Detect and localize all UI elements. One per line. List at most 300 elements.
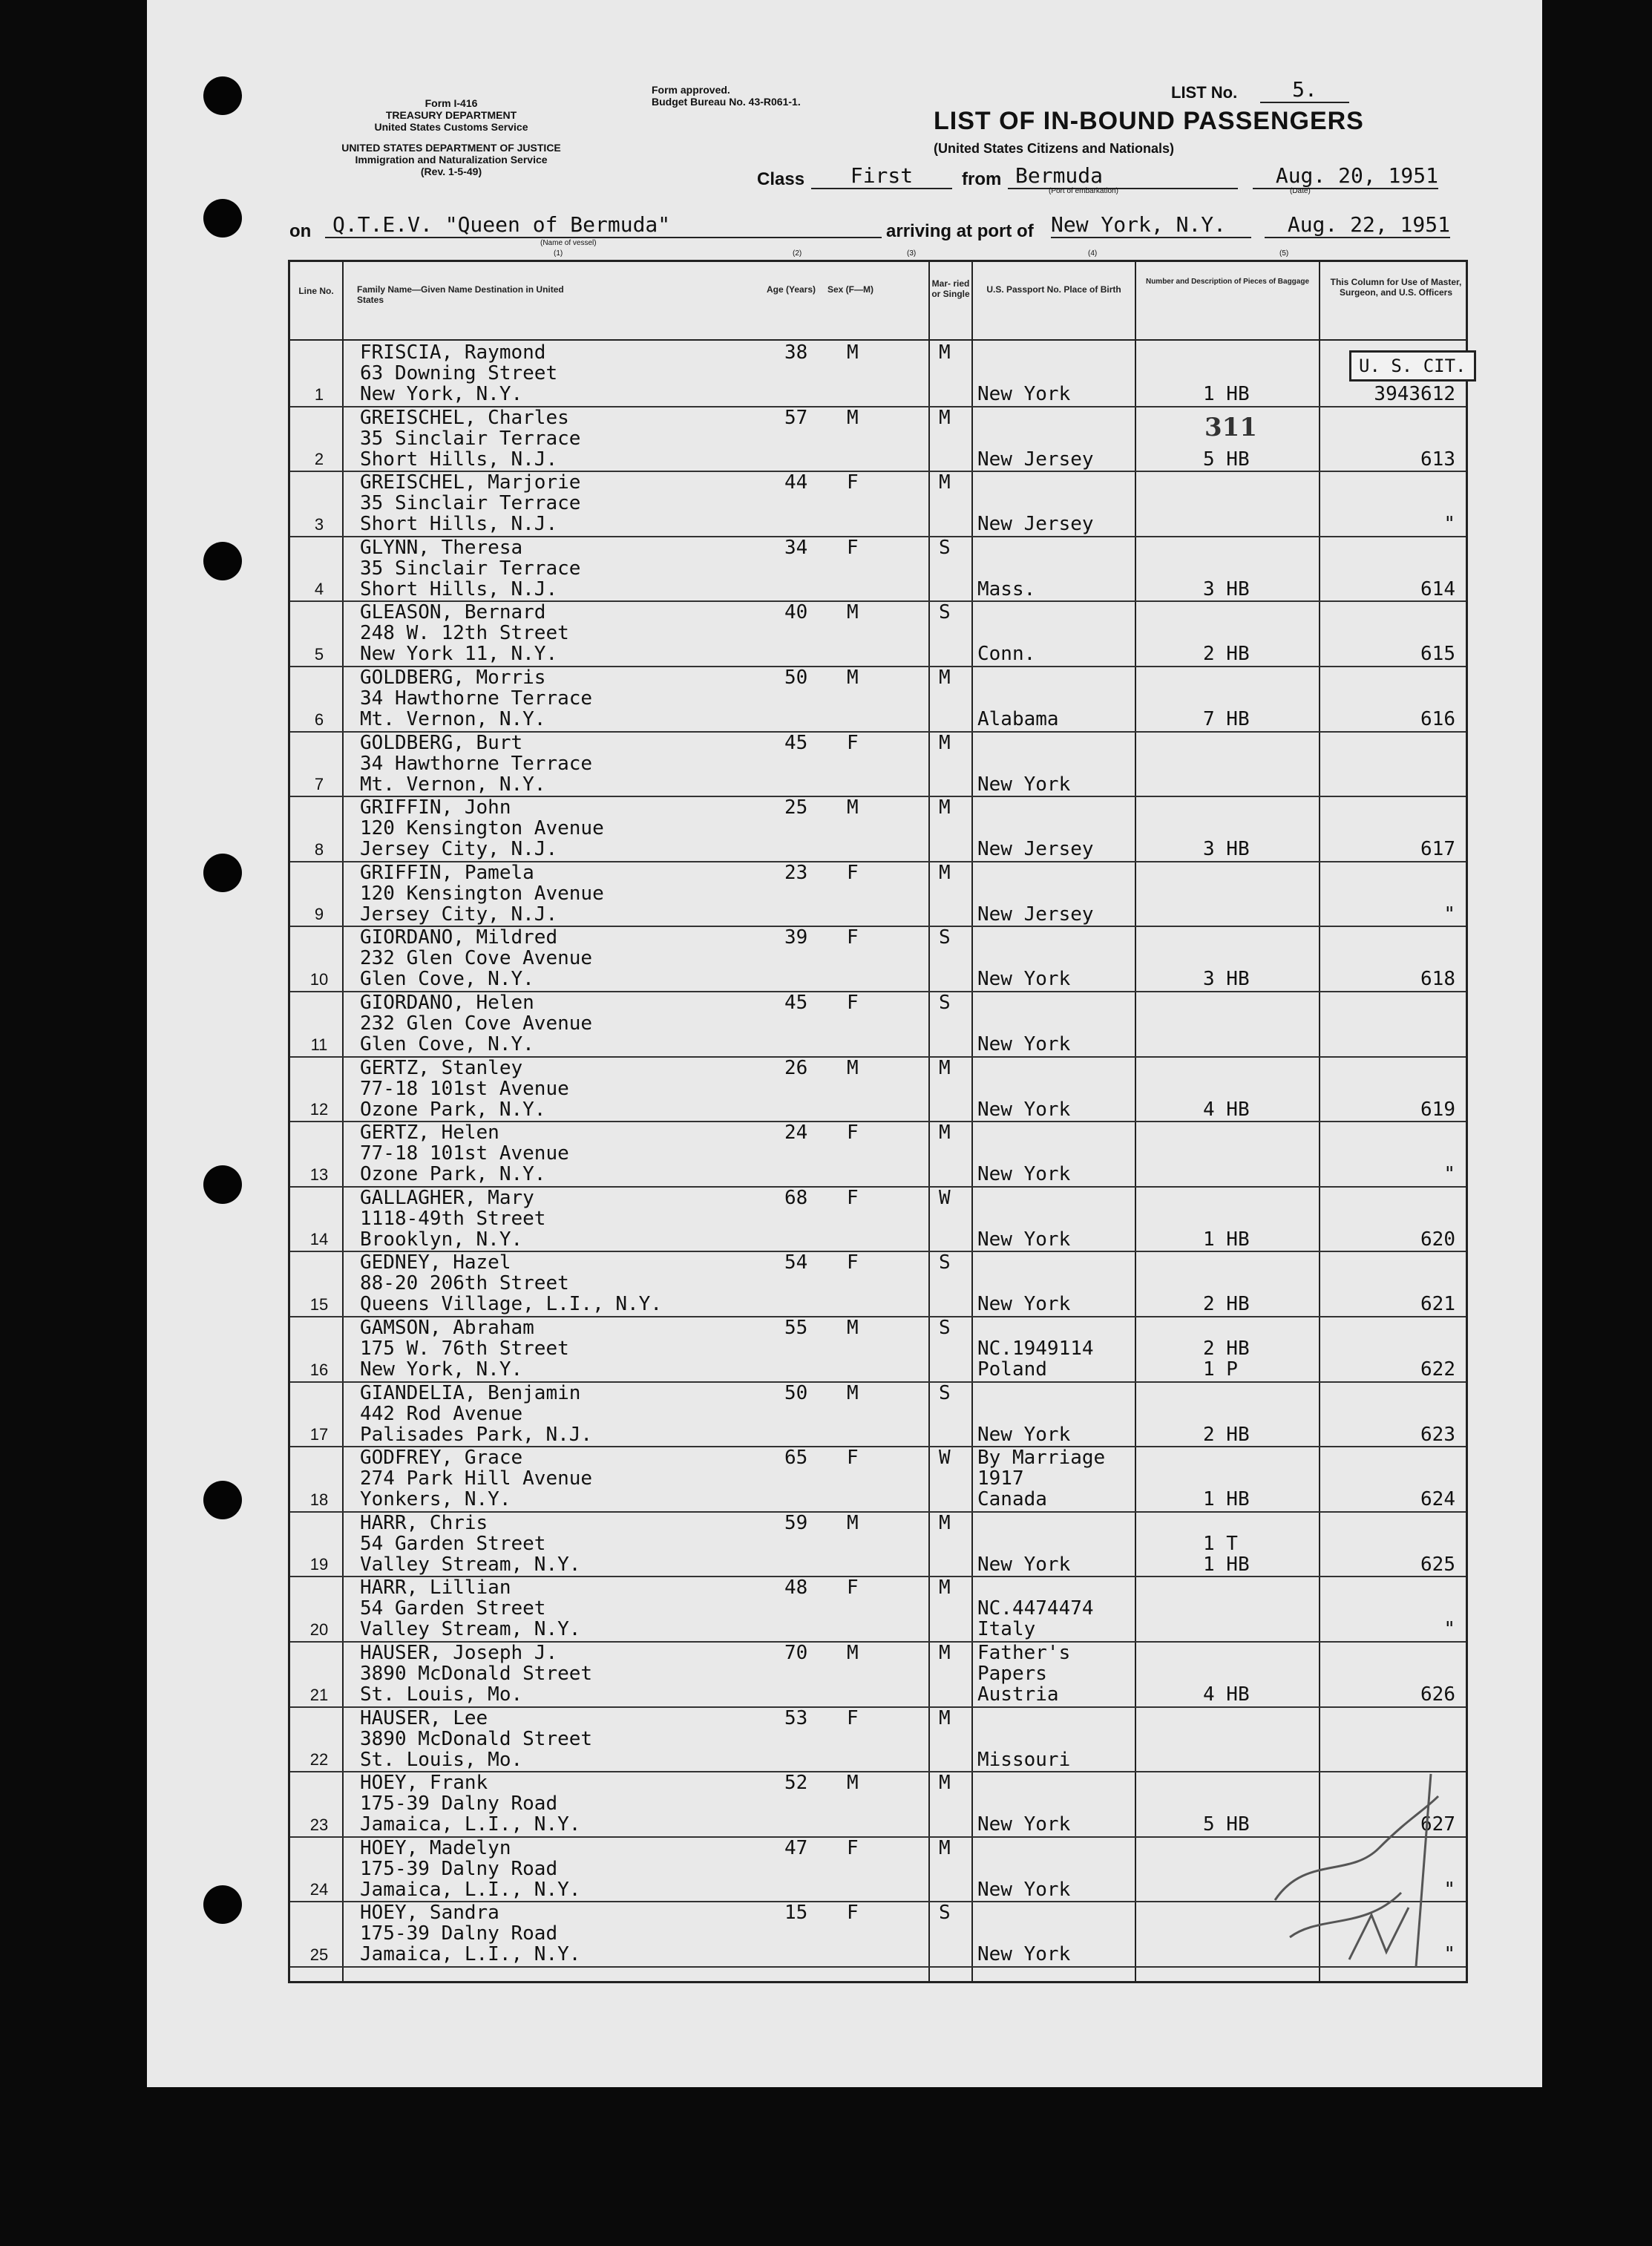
col-3-caption: (3) — [907, 249, 917, 258]
marital-status: M — [939, 796, 951, 819]
line-number: 18 — [309, 1490, 329, 1509]
table-row — [290, 341, 1466, 407]
officer-note: 613 — [1420, 448, 1455, 471]
birth-place: Italy — [977, 1618, 1036, 1641]
line-number: 2 — [314, 450, 324, 469]
birth-place: New York — [977, 1098, 1071, 1121]
marital-status: M — [939, 1056, 951, 1079]
address-street: 3890 McDonald Street — [360, 1663, 593, 1685]
officer-note: 615 — [1420, 643, 1455, 666]
age: 40 — [784, 601, 808, 624]
birth-line-1: Father's — [977, 1642, 1071, 1664]
baggage: 2 HB — [1203, 643, 1250, 666]
line-number: 14 — [309, 1230, 329, 1249]
marital-status: S — [939, 926, 951, 949]
passenger-name: GIORDANO, Mildred — [360, 926, 558, 949]
customs-service: United States Customs Service — [374, 121, 528, 133]
table-row — [290, 666, 1466, 733]
birth-line-2: NC.4474474 — [977, 1597, 1094, 1620]
passenger-name: HOEY, Madelyn — [360, 1836, 511, 1859]
manifest-page — [147, 0, 1542, 2087]
page-subtitle: (United States Citizens and Nationals) — [934, 141, 1175, 156]
sex: M — [847, 1772, 859, 1795]
birth-place: New Jersey — [977, 448, 1094, 471]
sex: M — [847, 1511, 859, 1534]
baggage: 3 HB — [1203, 838, 1250, 861]
age: 52 — [784, 1772, 808, 1795]
address-street: 232 Glen Cove Avenue — [360, 947, 593, 970]
birth-place: New York — [977, 1553, 1071, 1576]
address-city: New York 11, N.Y. — [360, 643, 558, 666]
marital-status: S — [939, 1381, 951, 1404]
sex: F — [847, 1577, 859, 1600]
header-line-no: Line No. — [298, 286, 334, 296]
officer-note: 621 — [1420, 1293, 1455, 1316]
marital-status: S — [939, 1251, 951, 1274]
address-street: 175-39 Dalny Road — [360, 1857, 558, 1880]
line-number: 8 — [314, 839, 324, 859]
address-street: 34 Hawthorne Terrace — [360, 752, 593, 775]
table-row — [290, 1706, 1466, 1773]
birth-line-1: By Marriage — [977, 1447, 1106, 1470]
class-label: Class — [757, 169, 805, 189]
birth-place: New York — [977, 1293, 1071, 1316]
baggage: 1 HB — [1203, 1553, 1250, 1576]
line-number: 1 — [314, 384, 324, 404]
address-city: Glen Cove, N.Y. — [360, 1033, 534, 1055]
table-row — [290, 1121, 1466, 1188]
marital-status: M — [939, 1772, 951, 1795]
age: 57 — [784, 406, 808, 429]
line-number: 17 — [309, 1425, 329, 1444]
address-city: Short Hills, N.J. — [360, 513, 558, 536]
address-street: 175 W. 76th Street — [360, 1338, 569, 1360]
passenger-name: GRIFFIN, John — [360, 796, 511, 819]
punch-hole — [203, 199, 242, 238]
baggage-line-1: 1 T — [1203, 1532, 1238, 1555]
budget-bureau: Budget Bureau No. 43-R061-1. — [652, 96, 801, 108]
header-sex: Sex (F—M) — [827, 284, 873, 295]
birth-place: New York — [977, 773, 1071, 796]
sex: F — [847, 1706, 859, 1729]
address-street: 232 Glen Cove Avenue — [360, 1012, 593, 1035]
arrival-port: New York, N.Y. — [1051, 212, 1251, 238]
line-number: 3 — [314, 514, 324, 534]
officer-note: 614 — [1420, 577, 1455, 600]
list-no-value: 5. — [1260, 77, 1349, 103]
passenger-name: GLEASON, Bernard — [360, 601, 546, 624]
sex: F — [847, 861, 859, 884]
table-row — [290, 731, 1466, 798]
line-number: 24 — [309, 1880, 329, 1899]
baggage: 3 HB — [1203, 577, 1250, 600]
address-city: Jamaica, L.I., N.Y. — [360, 1878, 581, 1901]
ins-service: Immigration and Naturalization Service — [355, 154, 548, 166]
officer-note: 616 — [1420, 708, 1455, 730]
passenger-name: HARR, Chris — [360, 1511, 488, 1534]
passenger-name: FRISCIA, Raymond — [360, 341, 546, 364]
passenger-name: HAUSER, Lee — [360, 1706, 488, 1729]
embarkation-port: Bermuda — [1008, 163, 1238, 189]
officer-note: " — [1443, 1878, 1455, 1901]
age: 53 — [784, 1706, 808, 1729]
birth-place: Conn. — [977, 643, 1036, 666]
line-number: 15 — [309, 1294, 329, 1314]
address-city: Jersey City, N.J. — [360, 903, 558, 926]
table-row — [290, 1251, 1466, 1317]
punch-hole — [203, 542, 242, 580]
address-city: New York, N.Y. — [360, 383, 523, 405]
passenger-table — [288, 260, 1468, 1983]
age: 24 — [784, 1122, 808, 1145]
line-number: 13 — [309, 1165, 329, 1184]
passenger-name: GRIFFIN, Pamela — [360, 861, 534, 884]
line-number: 7 — [314, 775, 324, 794]
birth-place: Poland — [977, 1358, 1047, 1381]
passenger-name: GOLDBERG, Burt — [360, 731, 523, 754]
birth-line-2: Papers — [977, 1663, 1047, 1685]
passenger-name: GIANDELIA, Benjamin — [360, 1381, 581, 1404]
table-row — [290, 1446, 1466, 1513]
address-city: St. Louis, Mo. — [360, 1683, 523, 1706]
officer-note: 626 — [1420, 1683, 1455, 1706]
address-city: Yonkers, N.Y. — [360, 1488, 511, 1511]
line-number: 4 — [314, 580, 324, 599]
baggage: 1 HB — [1203, 1488, 1250, 1511]
officer-note: 3943612 — [1374, 383, 1455, 405]
line-number: 6 — [314, 710, 324, 729]
officer-note: 619 — [1420, 1098, 1455, 1121]
sex: M — [847, 667, 859, 689]
address-street: 35 Sinclair Terrace — [360, 492, 581, 515]
age: 55 — [784, 1317, 808, 1339]
sex: M — [847, 341, 859, 364]
address-city: Valley Stream, N.Y. — [360, 1553, 581, 1576]
age: 47 — [784, 1836, 808, 1859]
age: 65 — [784, 1447, 808, 1470]
marital-status: S — [939, 536, 951, 559]
age: 23 — [784, 861, 808, 884]
age: 54 — [784, 1251, 808, 1274]
age: 44 — [784, 471, 808, 494]
age: 70 — [784, 1642, 808, 1664]
col-1-caption: (1) — [554, 249, 563, 258]
birth-place: Missouri — [977, 1748, 1071, 1771]
baggage: 3 HB — [1203, 968, 1250, 991]
birth-place: Alabama — [977, 708, 1059, 730]
age: 48 — [784, 1577, 808, 1600]
arriving-label: arriving at port of — [886, 221, 1034, 241]
birth-place: New York — [977, 1228, 1071, 1251]
header-passport: U.S. Passport No. Place of Birth — [986, 284, 1121, 295]
marital-status: S — [939, 1317, 951, 1339]
sex: M — [847, 601, 859, 624]
table-row — [290, 536, 1466, 603]
officer-note: " — [1443, 1943, 1455, 1966]
officer-note: " — [1443, 903, 1455, 926]
address-street: 3890 McDonald Street — [360, 1727, 593, 1750]
baggage: 5 HB — [1203, 1813, 1250, 1836]
passenger-name: HAUSER, Joseph J. — [360, 1642, 558, 1664]
header-name: Family Name—Given Name Destination in United States — [357, 284, 564, 305]
address-city: New York, N.Y. — [360, 1358, 523, 1381]
sex: F — [847, 536, 859, 559]
address-street: 77-18 101st Avenue — [360, 1077, 569, 1100]
from-label: from — [962, 169, 1002, 189]
table-row — [290, 796, 1466, 862]
age: 39 — [784, 926, 808, 949]
table-row — [290, 1511, 1466, 1578]
baggage: 4 HB — [1203, 1098, 1250, 1121]
age: 26 — [784, 1056, 808, 1079]
line-number: 10 — [309, 969, 329, 989]
age: 25 — [784, 796, 808, 819]
baggage: 2 HB — [1203, 1423, 1250, 1446]
punch-hole — [203, 1165, 242, 1204]
birth-place: New York — [977, 383, 1071, 405]
birth-place: New York — [977, 1423, 1071, 1446]
on-label: on — [289, 221, 312, 241]
marital-status: S — [939, 992, 951, 1014]
passenger-name: GOLDBERG, Morris — [360, 667, 546, 689]
treasury-dept: TREASURY DEPARTMENT — [385, 109, 517, 121]
passenger-name: GAMSON, Abraham — [360, 1317, 534, 1339]
embarkation-caption: (Port of embarkation) — [1049, 187, 1118, 195]
officer-note: " — [1443, 513, 1455, 536]
justice-dept: UNITED STATES DEPARTMENT OF JUSTICE — [341, 142, 561, 154]
line-number: 5 — [314, 644, 324, 664]
list-no-label: LIST No. — [1171, 83, 1238, 102]
address-street: 175-39 Dalny Road — [360, 1922, 558, 1945]
us-citizen-stamp: U. S. CIT. — [1349, 350, 1476, 382]
marital-status: M — [939, 1706, 951, 1729]
birth-place: New Jersey — [977, 903, 1094, 926]
address-city: St. Louis, Mo. — [360, 1748, 523, 1771]
address-city: Jamaica, L.I., N.Y. — [360, 1943, 581, 1966]
age: 45 — [784, 731, 808, 754]
col-5-caption: (5) — [1279, 249, 1289, 258]
departure-date: Aug. 20, 1951 — [1253, 163, 1438, 189]
sex: M — [847, 406, 859, 429]
age: 59 — [784, 1511, 808, 1534]
address-city: Ozone Park, N.Y. — [360, 1098, 546, 1121]
address-street: 1118-49th Street — [360, 1207, 546, 1230]
passenger-name: HOEY, Sandra — [360, 1902, 499, 1925]
address-city: Brooklyn, N.Y. — [360, 1228, 523, 1251]
birth-place: New York — [977, 968, 1071, 991]
arrival-date: Aug. 22, 1951 — [1265, 212, 1450, 238]
officer-note: " — [1443, 1163, 1455, 1186]
line-number: 22 — [309, 1750, 329, 1769]
age: 50 — [784, 1381, 808, 1404]
sex: F — [847, 1122, 859, 1145]
marital-status: M — [939, 341, 951, 364]
address-city: Short Hills, N.J. — [360, 577, 558, 600]
stamp-311: 311 — [1204, 413, 1257, 442]
officer-note: 620 — [1420, 1228, 1455, 1251]
address-city: Palisades Park, N.J. — [360, 1423, 593, 1446]
address-street: 274 Park Hill Avenue — [360, 1467, 593, 1490]
punch-hole — [203, 76, 242, 115]
age: 68 — [784, 1186, 808, 1209]
passenger-name: GALLAGHER, Mary — [360, 1186, 534, 1209]
form-revision: (Rev. 1-5-49) — [420, 166, 482, 177]
line-number: 12 — [309, 1100, 329, 1119]
line-number: 19 — [309, 1555, 329, 1574]
header-married: Mar- ried or Single — [931, 278, 970, 299]
birth-place: New York — [977, 1878, 1071, 1901]
officer-note: 623 — [1420, 1423, 1455, 1446]
table-row — [290, 861, 1466, 928]
birth-line-2: NC.1949114 — [977, 1338, 1094, 1360]
sex: F — [847, 1251, 859, 1274]
punch-hole — [203, 1481, 242, 1519]
address-city: Jersey City, N.J. — [360, 838, 558, 861]
passenger-name: GREISCHEL, Marjorie — [360, 471, 581, 494]
line-number: 16 — [309, 1360, 329, 1379]
table-row — [290, 1056, 1466, 1123]
table-row — [290, 1316, 1466, 1383]
table-row — [290, 926, 1466, 992]
address-street: 175-39 Dalny Road — [360, 1792, 558, 1816]
table-row — [290, 471, 1466, 537]
baggage: 1 HB — [1203, 1228, 1250, 1251]
age: 45 — [784, 992, 808, 1014]
table-row — [290, 991, 1466, 1058]
punch-hole — [203, 854, 242, 892]
address-street: 54 Garden Street — [360, 1532, 546, 1555]
birth-place: New York — [977, 1163, 1071, 1186]
marital-status: M — [939, 861, 951, 884]
passenger-name: GIORDANO, Helen — [360, 992, 534, 1014]
marital-status: M — [939, 667, 951, 689]
officer-note: 622 — [1420, 1358, 1455, 1381]
table-row — [290, 1576, 1466, 1643]
form-approved: Form approved. — [652, 84, 730, 96]
officer-note: 618 — [1420, 968, 1455, 991]
sex: F — [847, 731, 859, 754]
passenger-name: GERTZ, Helen — [360, 1122, 499, 1145]
address-street: 442 Rod Avenue — [360, 1402, 523, 1425]
header-age: Age (Years) — [766, 284, 816, 295]
age: 50 — [784, 667, 808, 689]
sex: F — [847, 1836, 859, 1859]
address-street: 120 Kensington Avenue — [360, 882, 604, 905]
address-city: Mt. Vernon, N.Y. — [360, 708, 546, 730]
table-row — [290, 600, 1466, 667]
vessel-caption: (Name of vessel) — [540, 239, 597, 247]
punch-hole — [203, 1885, 242, 1924]
line-number: 23 — [309, 1815, 329, 1834]
baggage: 2 HB — [1203, 1293, 1250, 1316]
marital-status: M — [939, 1577, 951, 1600]
line-number: 11 — [310, 1035, 328, 1054]
address-street: 77-18 101st Avenue — [360, 1142, 569, 1165]
marital-status: M — [939, 1122, 951, 1145]
sex: F — [847, 471, 859, 494]
header-baggage: Number and Description of Pieces of Baggage — [1145, 278, 1310, 286]
address-city: Ozone Park, N.Y. — [360, 1163, 546, 1186]
table-row — [290, 1186, 1466, 1253]
sex: F — [847, 992, 859, 1014]
sex: F — [847, 1186, 859, 1209]
address-city: Mt. Vernon, N.Y. — [360, 773, 546, 796]
baggage: 1 P — [1203, 1358, 1238, 1381]
line-number: 25 — [309, 1945, 329, 1964]
marital-status: M — [939, 731, 951, 754]
officer-note: 625 — [1420, 1553, 1455, 1576]
sex: F — [847, 1902, 859, 1925]
marital-status: M — [939, 1511, 951, 1534]
sex: M — [847, 796, 859, 819]
baggage: 4 HB — [1203, 1683, 1250, 1706]
age: 15 — [784, 1902, 808, 1925]
passenger-name: GREISCHEL, Charles — [360, 406, 569, 429]
date-caption: (Date) — [1290, 187, 1311, 195]
inspector-signature — [1260, 1767, 1453, 1974]
address-city: Glen Cove, N.Y. — [360, 968, 534, 991]
address-street: 35 Sinclair Terrace — [360, 427, 581, 450]
birth-line-2: 1917 — [977, 1467, 1024, 1490]
birth-place: Canada — [977, 1488, 1047, 1511]
passenger-name: GEDNEY, Hazel — [360, 1251, 511, 1274]
baggage-line-1: 2 HB — [1203, 1338, 1250, 1360]
marital-status: M — [939, 1836, 951, 1859]
address-city: Jamaica, L.I., N.Y. — [360, 1813, 581, 1836]
officer-note: " — [1443, 1618, 1455, 1641]
line-number: 9 — [314, 905, 324, 924]
table-row — [290, 406, 1466, 473]
table-row — [290, 1381, 1466, 1448]
birth-place: New Jersey — [977, 838, 1094, 861]
officer-note: 627 — [1420, 1813, 1455, 1836]
address-street: 88-20 206th Street — [360, 1272, 569, 1295]
line-number: 21 — [309, 1685, 329, 1704]
sex: F — [847, 926, 859, 949]
form-number: Form I-416 — [425, 97, 478, 109]
marital-status: W — [939, 1186, 951, 1209]
class-value: First — [811, 163, 952, 189]
age: 34 — [784, 536, 808, 559]
officer-note: 617 — [1420, 838, 1455, 861]
address-street: 63 Downing Street — [360, 362, 558, 384]
marital-status: W — [939, 1447, 951, 1470]
birth-place: Mass. — [977, 577, 1036, 600]
marital-status: M — [939, 471, 951, 494]
birth-place: New York — [977, 1943, 1071, 1966]
marital-status: M — [939, 406, 951, 429]
sex: M — [847, 1056, 859, 1079]
marital-status: M — [939, 1642, 951, 1664]
table-row — [290, 1641, 1466, 1708]
sex: M — [847, 1381, 859, 1404]
baggage: 5 HB — [1203, 448, 1250, 471]
passenger-name: HARR, Lillian — [360, 1577, 511, 1600]
officer-note: 624 — [1420, 1488, 1455, 1511]
birth-place: Austria — [977, 1683, 1059, 1706]
marital-status: S — [939, 1902, 951, 1925]
birth-place: New Jersey — [977, 513, 1094, 536]
address-street: 34 Hawthorne Terrace — [360, 687, 593, 710]
marital-status: S — [939, 601, 951, 624]
page-title: LIST OF IN-BOUND PASSENGERS — [934, 107, 1364, 135]
birth-place: New York — [977, 1033, 1071, 1055]
address-street: 120 Kensington Avenue — [360, 817, 604, 840]
baggage: 1 HB — [1203, 383, 1250, 405]
address-city: Valley Stream, N.Y. — [360, 1618, 581, 1641]
baggage: 7 HB — [1203, 708, 1250, 730]
birth-place: New York — [977, 1813, 1071, 1836]
